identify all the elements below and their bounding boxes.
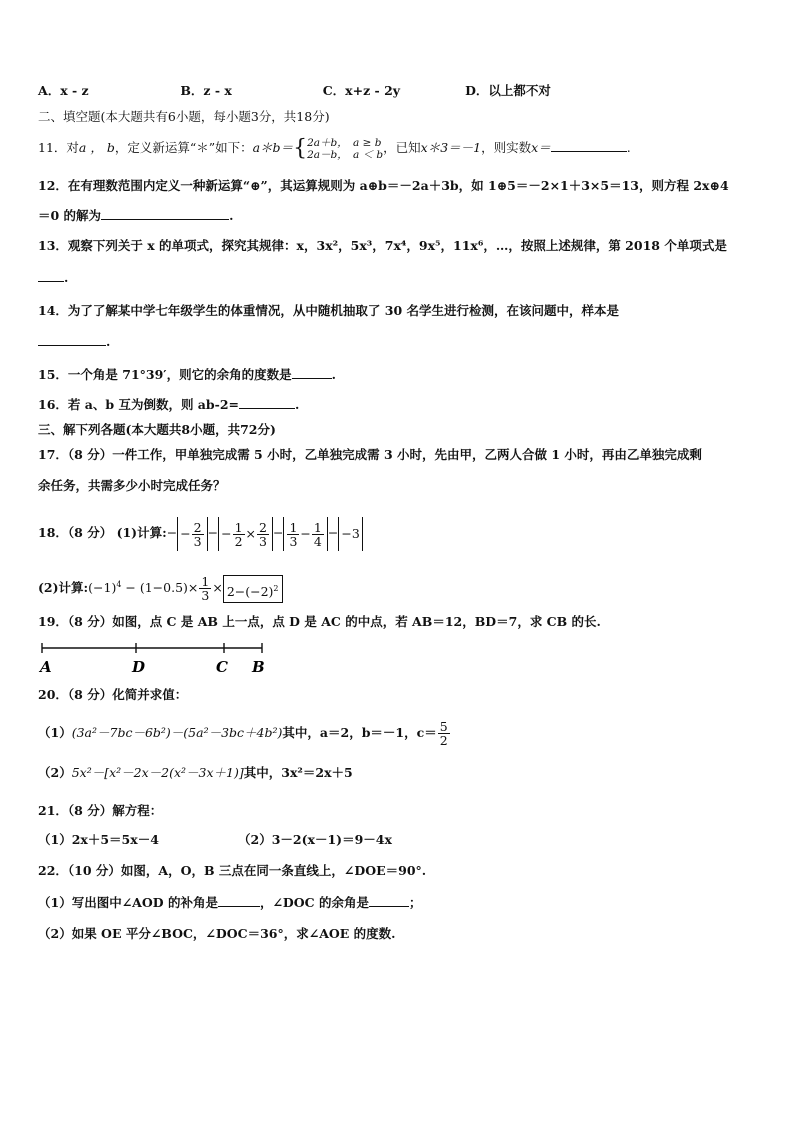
q22-complement-blank[interactable] bbox=[369, 894, 409, 907]
question-20-part2 bbox=[38, 762, 764, 784]
q15-pre: 15．一个角是 71°39′，则它的余角的度数是 bbox=[38, 367, 292, 382]
label-b: B bbox=[252, 658, 265, 676]
q14-answer-blank[interactable] bbox=[38, 333, 106, 346]
q20-c-fraction bbox=[438, 720, 450, 747]
q22-p1-a: （1）写出图中∠AOD 的补角是 bbox=[38, 895, 218, 910]
q11-num: 11． bbox=[38, 140, 67, 155]
q20-p2-expr: 5x²－[x²－2x－2(x²－3x＋1)] bbox=[71, 765, 244, 780]
question-16 bbox=[38, 396, 764, 414]
q11-eq: x＊3＝－1 bbox=[420, 140, 482, 155]
q19-segment-figure bbox=[38, 642, 278, 678]
option-c[interactable]: C．x+z - 2y bbox=[322, 83, 401, 98]
q20-c-numerator: 5 bbox=[439, 719, 448, 734]
q11-pre: 对 bbox=[66, 140, 79, 155]
q19-segment-svg bbox=[38, 642, 278, 678]
q20-p1-expr: (3a²－7bc－6b²)－(5a²－3bc＋4b²) bbox=[71, 725, 283, 740]
q21-part1: （1）2x＋5＝5x－4 bbox=[38, 832, 159, 847]
q22-p1-end: ； bbox=[408, 895, 422, 910]
question-22-title: 22．（10 分）如图，A，O，B 三点在同一条直线上，∠DOE＝90°. bbox=[38, 863, 427, 878]
question-19: 19．（8 分）如图，点 C 是 AB 上一点，点 D 是 AC 的中点，若 AB＝12，BD＝7，求 CB 的长. bbox=[38, 614, 601, 629]
q11-cond: ，已知 bbox=[383, 140, 421, 155]
question-21-title: 21．（8 分）解方程： bbox=[38, 803, 163, 818]
label-d: D bbox=[132, 658, 146, 676]
q22-p1-b: ，∠DOC 的余角是 bbox=[259, 895, 369, 910]
q11-vars: a ， b bbox=[78, 140, 115, 155]
q16-answer-blank[interactable] bbox=[239, 396, 295, 409]
q11-op: a＊b＝ bbox=[252, 140, 294, 155]
question-12-line2 bbox=[38, 207, 764, 225]
option-b[interactable]: B．z - x bbox=[180, 83, 232, 98]
question-14-line1: 14．为了了解某中学七年级学生的体重情况，从中随机抽取了 30 名学生进行检测，在该问题中，样本是 bbox=[38, 303, 619, 318]
q15-answer-blank[interactable] bbox=[292, 366, 332, 379]
label-c: C bbox=[216, 658, 228, 676]
q18-p1-label: (1)计算: bbox=[116, 525, 167, 540]
q11-piecewise: { 2a＋b， a ≥ b 2a－b， a ＜ b bbox=[293, 135, 384, 161]
question-18-part2 bbox=[38, 568, 764, 605]
question-13-line1: 13．观察下列关于 x 的单项式，探究其规律：x，3x²，5x³，7x⁴，9x⁵，11x⁶，…，按照上述规律，第 2018 个单项式是 bbox=[38, 238, 727, 253]
question-20-title: 20．（8 分）化简并求值： bbox=[38, 687, 188, 702]
q13-answer-blank[interactable] bbox=[38, 269, 64, 282]
q12-answer-blank[interactable] bbox=[101, 207, 229, 220]
q22-supplement-blank[interactable] bbox=[218, 894, 260, 907]
q11-end: . bbox=[626, 140, 631, 155]
q16-end: . bbox=[295, 397, 300, 412]
question-22-part1 bbox=[38, 894, 764, 912]
q14-end: . bbox=[106, 334, 111, 349]
q20-c-denominator: 2 bbox=[439, 733, 448, 748]
q11-answer-blank[interactable] bbox=[551, 139, 627, 152]
option-a[interactable]: A．x - z bbox=[38, 83, 89, 98]
section-3-title: 三、解下列各题(本大题共8小题，共72分) bbox=[38, 422, 276, 437]
question-13-line2 bbox=[38, 269, 764, 287]
mc-options-row bbox=[38, 82, 764, 100]
q20-p1-num: （1） bbox=[38, 725, 72, 740]
question-14-line2 bbox=[38, 333, 764, 351]
q18-p2-label: (2)计算: bbox=[38, 580, 89, 596]
label-a: A bbox=[40, 658, 52, 676]
question-18-part1 bbox=[38, 516, 764, 551]
q18-p2-expression: $(-1)^4 - (1-0.5)\times$ $\frac{1}{3}$ × $2-(-2)^2$ bbox=[88, 580, 282, 595]
question-15 bbox=[38, 366, 764, 384]
q11-case2: 2a－b， a ＜ b bbox=[307, 148, 384, 161]
option-d[interactable]: D．以上都不对 bbox=[465, 83, 551, 98]
q21-part2: （2）3－2(x－1)＝9－4x bbox=[238, 832, 392, 847]
q15-end: . bbox=[331, 367, 336, 382]
q18-p1-expression: − − $\frac{2}{3}$ − − $\frac{1}{2}$ × $\frac{2}{3}$ − $\frac{1}{3}$ − $\frac{1}{4}$ − −3 bbox=[167, 525, 363, 540]
q16-pre: 16．若 a、b 互为倒数，则 ab-2= bbox=[38, 397, 239, 412]
q11-ask: ，则实数 bbox=[481, 140, 532, 155]
q12-end: . bbox=[229, 208, 234, 223]
q13-end: . bbox=[64, 270, 69, 285]
question-22-part2: （2）如果 OE 平分∠BOC，∠DOC＝36°，求∠AOE 的度数. bbox=[38, 926, 396, 941]
q18-num: 18．（8 分） bbox=[38, 525, 113, 540]
q20-p1-cond: 其中，a＝2，b＝－1，c＝ bbox=[282, 725, 437, 740]
q20-p2-num: （2） bbox=[38, 765, 72, 780]
q11-case1: 2a＋b， a ≥ b bbox=[307, 136, 382, 149]
q11-x: x＝ bbox=[531, 140, 551, 155]
question-21-parts bbox=[38, 831, 764, 849]
question-20-part1 bbox=[38, 716, 764, 750]
question-17-line2: 余任务，共需多少小时完成任务？ bbox=[38, 478, 226, 493]
q11-mid: ，定义新运算“＊”如下： bbox=[114, 140, 253, 155]
section-2-title: 二、填空题(本大题共有6小题，每小题3分，共18分) bbox=[38, 109, 330, 124]
question-11 bbox=[38, 135, 764, 161]
question-17-line1: 17．（8 分）一件工作，甲单独完成需 5 小时，乙单独完成需 3 小时，先由甲，乙两人合做 1 小时，再由乙单独完成剩 bbox=[38, 447, 702, 462]
question-12-line1: 12．在有理数范围内定义一种新运算“⊕”，其运算规则为 a⊕b＝－2a＋3b，如 1⊕5＝－2×1＋3×5＝13，则方程 2x⊕4 bbox=[38, 178, 729, 193]
q12-line2-pre: ＝0 的解为 bbox=[38, 208, 102, 223]
q20-p2-cond: 其中，3x²＝2x＋5 bbox=[243, 765, 353, 780]
